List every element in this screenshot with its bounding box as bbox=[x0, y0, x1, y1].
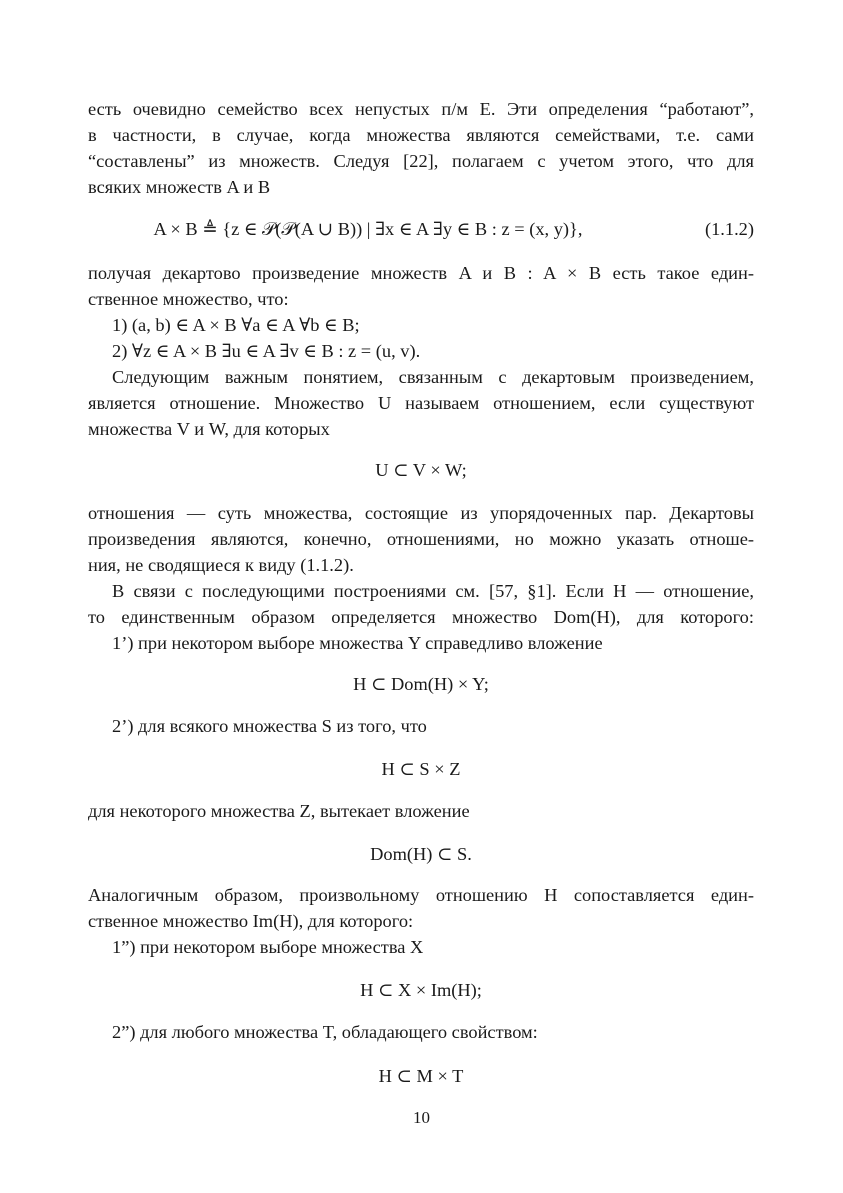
text-line: получая декартово произведение множеств A и B : A × B есть такое един- bbox=[88, 263, 754, 283]
list-item: 1’) при некотором выборе множества Y справедливо вложение bbox=[112, 633, 603, 653]
equation-number: (1.1.2) bbox=[704, 219, 754, 239]
text-line: есть очевидно семейство всех непустых п/м E. Эти определения “работают”, bbox=[88, 99, 754, 119]
list-item: 2”) для любого множества T, обладающего свойством: bbox=[112, 1022, 538, 1042]
text-line: является отношение. Множество U называем отношением, если существуют bbox=[88, 393, 754, 413]
text-line: множества V и W, для которых bbox=[88, 419, 330, 439]
text-line: отношения — суть множества, состоящие из упорядоченных пар. Декартовы bbox=[88, 503, 754, 523]
text-line: Аналогичным образом, произвольному отношению H сопоставляется един- bbox=[88, 885, 754, 905]
text-line: ственное множество Im(H), для которого: bbox=[88, 911, 414, 931]
display-equation: U ⊂ V × W; bbox=[375, 460, 467, 480]
text-line: произведения являются, конечно, отношениями, но можно указать отноше- bbox=[88, 529, 754, 549]
list-item: 1) (a, b) ∈ A × B ∀a ∈ A ∀b ∈ B; bbox=[112, 315, 360, 335]
display-equation bbox=[88, 215, 648, 243]
text-line: то единственным образом определяется множество Dom(H), для которого: bbox=[88, 607, 754, 627]
text-line: “составлены” из множеств. Следуя [22], полагаем с учетом этого, что для bbox=[88, 151, 754, 171]
equation-body: A × B ≜ {z ∈ 𝒫(𝒫(A ∪ B)) | ∃x ∈ A ∃y ∈ B : z = (x, y)}, bbox=[153, 219, 583, 239]
display-equation: H ⊂ M × T bbox=[378, 1066, 464, 1086]
text-line: ния, не сводящиеся к виду (1.1.2). bbox=[88, 555, 354, 575]
list-item: 2) ∀z ∈ A × B ∃u ∈ A ∃v ∈ B : z = (u, v). bbox=[112, 341, 421, 361]
display-equation: H ⊂ Dom(H) × Y; bbox=[353, 674, 489, 694]
text-line: в частности, в случае, когда множества являются семействами, т.е. сами bbox=[88, 125, 754, 145]
text-line: В связи с последующими построениями см. [57, §1]. Если H — отношение, bbox=[112, 581, 754, 601]
display-equation: H ⊂ X × Im(H); bbox=[360, 980, 482, 1000]
text-line: всяких множеств A и B bbox=[88, 177, 271, 197]
text-line: ственное множество, что: bbox=[88, 289, 289, 309]
list-item: 2’) для всякого множества S из того, что bbox=[112, 716, 427, 736]
text-line: Следующим важным понятием, связанным с декартовым произведением, bbox=[112, 367, 754, 387]
list-item: 1”) при некотором выборе множества X bbox=[112, 937, 424, 957]
display-equation: H ⊂ S × Z bbox=[381, 759, 461, 779]
page-number: 10 bbox=[413, 1108, 430, 1127]
text-line: для некоторого множества Z, вытекает вложение bbox=[88, 801, 470, 821]
display-equation: Dom(H) ⊂ S. bbox=[370, 844, 472, 864]
